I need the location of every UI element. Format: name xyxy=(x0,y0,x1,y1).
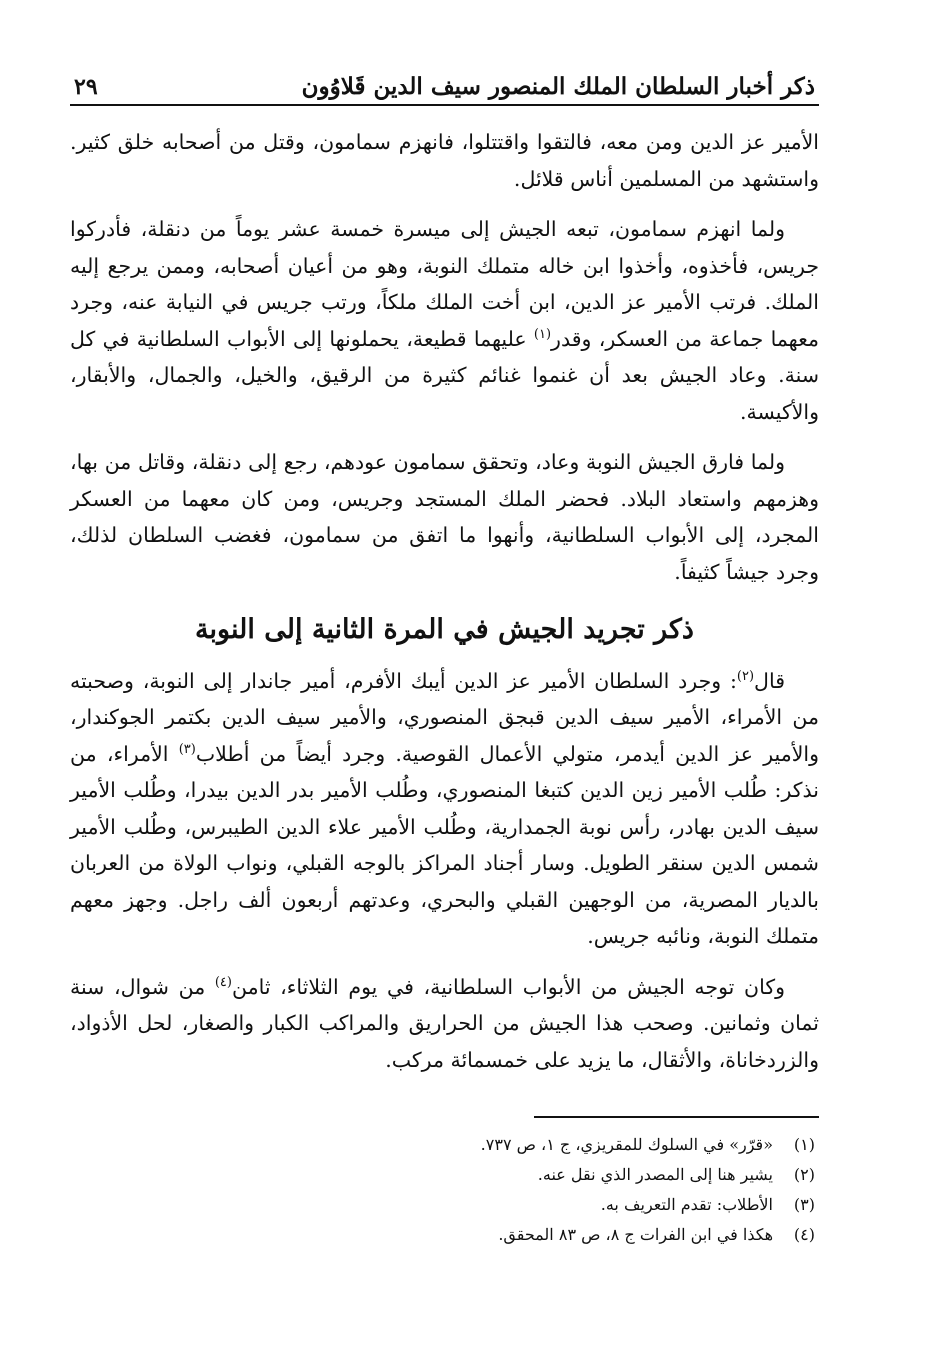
footnote-number: (٢) xyxy=(793,1165,815,1184)
paragraph-2-text-a: ولما انهزم سمامون، تبعه الجيش إلى ميسرة خمسة عشر يوماً من دنقلة، فأدركوا جريس، فأخذوه، وأخذوا ابن خاله متملك النوبة، وهو من أعيان أصحابه، وممن يرجع إليه الملك. فرتب الأمير عز الدين، ابن أخت الملك ملكاً، ورتب جريس في النيابة عنه، وجرد معهما جماعة من العسكر، وقدر xyxy=(70,217,819,351)
footnote-ref-1[interactable]: (١) xyxy=(533,326,552,342)
paragraph-2 xyxy=(70,211,819,430)
paragraph-4-text-c: الأمراء، من نذكر: طُلب الأمير زين الدين كتبغا المنصوري، وطُلب الأمير بدر الدين بيدرا، وطُلب الأمير سيف الدين بهادر، رأس نوبة الجمدارية، وطُلب الأمير علاء الدين الطيبرس، وطُلب الأمير شمس الدين سنقر الطويل. وسار أجناد المراكز بالوجه القبلي، ونواب الولاة من العربان بالديار المصرية، من الوجهين القبلي والبحري، وعدتهم أربعون ألف راجل. وجهز معهم متملك النوبة، ونائبه جريس. xyxy=(70,741,819,948)
footnotes xyxy=(70,1130,819,1250)
paragraph-1: الأمير عز الدين ومن معه، فالتقوا واقتتلوا، فانهزم سمامون، وقتل من أصحابه خلق كثير. واستشهد من المسلمين أناس قلائل. xyxy=(70,130,819,191)
footnote-ref-2[interactable]: (٢) xyxy=(736,668,755,684)
page-number: ٢٩ xyxy=(74,74,98,100)
paragraph-2-text-b: عليهما قطيعة، يحملونها إلى الأبواب السلطانية في كل سنة. وعاد الجيش بعد أن غنموا غنائم كثيرة من الرقيق، والخيل، والجمال، والأبقار، والأكيسة. xyxy=(70,326,819,424)
paragraph-3: ولما فارق الجيش النوبة وعاد، وتحقق سمامون عودهم، رجع إلى دنقلة، وقاتل من بها، وهزمهم واستعاد البلاد. فحضر الملك المستجد وجريس، ومن كان معهما من العسكر المجرد، إلى الأبواب السلطانية، وأنهوا ما اتفق من سمامون، فغضب السلطان لذلك، وجرد جيشاً كثيفاً. xyxy=(70,450,819,584)
paragraph-4 xyxy=(70,663,819,955)
page-header xyxy=(70,60,819,106)
footnote-number: (١) xyxy=(793,1135,815,1154)
paragraph-5-text-a: وكان توجه الجيش من الأبواب السلطانية، في يوم الثلاثاء، ثامن xyxy=(231,974,785,999)
paragraph-4-text-a: قال xyxy=(754,668,785,693)
paragraph-5 xyxy=(70,969,819,1079)
footnote-number: (٤) xyxy=(793,1225,815,1244)
book-page xyxy=(70,60,819,1250)
footnote-divider xyxy=(534,1116,819,1118)
footnote-ref-3[interactable]: (٣) xyxy=(178,741,196,757)
paragraph-4-text-b: : وجرد السلطان الأمير عز الدين أيبك الأفرم، أمير جاندار إلى النوبة، وصحبته من الأمراء، الأمير سيف الدين قبجق المنصوري، والأمير سيف الدين بكتمر الجوكندار، والأمير عز الدين أيدمر، متولي الأعمال القوصية. وجرد أيضاً من أطلاب xyxy=(70,668,819,766)
footnote-text: هكذا في ابن الفرات ج ٨، ص ٨٣ المحقق. xyxy=(498,1225,773,1244)
footnote-item xyxy=(70,1220,815,1250)
section-heading: ذكر تجريد الجيش في المرة الثانية إلى النوبة xyxy=(195,614,694,645)
footnote-item xyxy=(70,1130,815,1160)
footnote-number: (٣) xyxy=(793,1195,815,1214)
footnote-text: «قرّر» في السلوك للمقريزي، ج ١، ص ٧٣٧. xyxy=(480,1135,773,1154)
footnote-text: الأطلاب: تقدم التعريف به. xyxy=(600,1195,773,1214)
footnote-item xyxy=(70,1190,815,1220)
paragraph-5-text-b: من شوال، سنة ثمان وثمانين. وصحب هذا الجيش من الحراريق والمراكب الكبار والصغار، لحل الأذواد، والزردخاناة، والأثقال، ما يزيد على خمسمائة مركب. xyxy=(70,974,819,1072)
footnote-item xyxy=(70,1160,815,1190)
main-text xyxy=(70,124,819,1078)
running-title: ذكر أخبار السلطان الملك المنصور سيف الدين قَلاوُون xyxy=(301,73,815,100)
footnote-text: يشير هنا إلى المصدر الذي نقل عنه. xyxy=(537,1165,773,1184)
footnote-ref-4[interactable]: (٤) xyxy=(214,974,232,990)
